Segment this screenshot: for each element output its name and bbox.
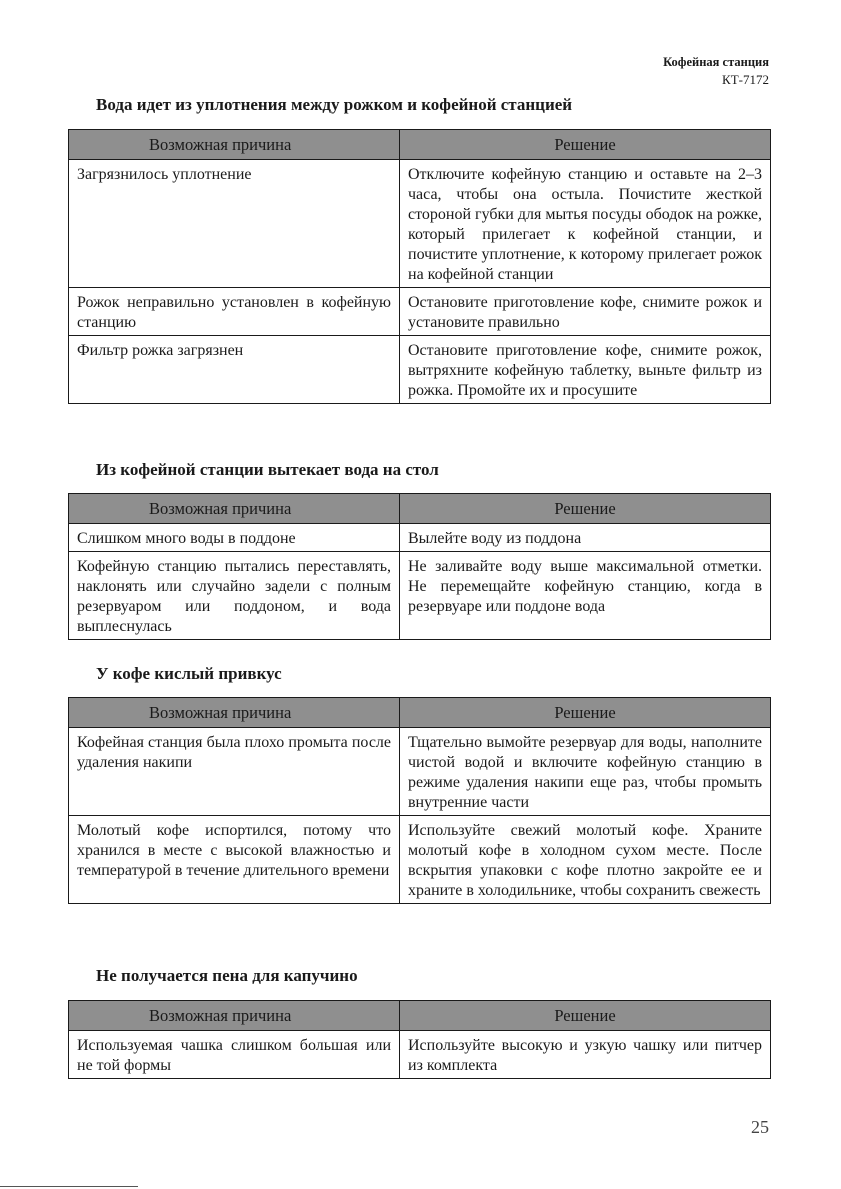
table-row (69, 1031, 771, 1079)
troubleshooting-table (68, 129, 771, 404)
table-row (69, 728, 771, 816)
column-header-cause: Возможная причина (69, 494, 400, 524)
table-row (69, 552, 771, 640)
section-title: Не получается пена для капучино (96, 966, 358, 985)
troubleshooting-table (68, 697, 771, 904)
table-row (69, 336, 771, 404)
running-header (663, 54, 769, 88)
troubleshooting-table (68, 493, 771, 640)
cause-cell: Слишком много воды в поддоне (69, 524, 400, 552)
cause-cell: Фильтр рожка загрязнен (69, 336, 400, 404)
column-header-solution: Решение (400, 698, 771, 728)
solution-cell: Отключите кофейную станцию и оставьте на 2–3 часа, чтобы она остыла. Почистите жесткой стороной губки для мытья посуды ободок на рожке, который прилегает к кофейной станции, и почистите уплотнение, к которому прилегает рожок на кофейной станции (400, 160, 771, 288)
solution-cell: Остановите приготовление кофе, снимите рожок и установите правильно (400, 288, 771, 336)
cause-cell: Кофейную станцию пытались переставлять, наклонять или случайно задели с полным резервуаром или поддоном, и вода выплеснулась (69, 552, 400, 640)
section-title: Вода идет из уплотнения между рожком и кофейной станцией (96, 95, 573, 114)
column-header-solution: Решение (400, 494, 771, 524)
table-row (69, 524, 771, 552)
troubleshooting-table (68, 1000, 771, 1079)
footer-rule (0, 1186, 138, 1187)
cause-cell: Загрязнилось уплотнение (69, 160, 400, 288)
section-title: Из кофейной станции вытекает вода на стол (96, 460, 439, 479)
solution-cell: Вылейте воду из поддона (400, 524, 771, 552)
column-header-cause: Возможная причина (69, 1001, 400, 1031)
cause-cell: Рожок неправильно установлен в кофейную станцию (69, 288, 400, 336)
column-header-solution: Решение (400, 130, 771, 160)
solution-cell: Остановите приготовление кофе, снимите рожок, вытряхните кофейную таблетку, выньте фильтр из рожка. Промойте их и просушите (400, 336, 771, 404)
solution-cell: Используйте высокую и узкую чашку или питчер из комплекта (400, 1031, 771, 1079)
solution-cell: Не заливайте воду выше максимальной отметки. Не перемещайте кофейную станцию, когда в резервуаре или поддоне вода (400, 552, 771, 640)
cause-cell: Кофейная станция была плохо промыта после удаления накипи (69, 728, 400, 816)
cause-cell: Молотый кофе испортился, потому что хранился в месте с высокой влажностью и температурой в течение длительного времени (69, 816, 400, 904)
solution-cell: Используйте свежий молотый кофе. Храните молотый кофе в холодном сухом месте. После вскрытия упаковки с кофе плотно закройте ее и храните в холодильнике, чтобы сохранить свежесть (400, 816, 771, 904)
header-model: КТ-7172 (722, 72, 769, 87)
header-title: Кофейная станция (663, 55, 769, 69)
column-header-cause: Возможная причина (69, 698, 400, 728)
table-row (69, 160, 771, 288)
cause-cell: Используемая чашка слишком большая или не той формы (69, 1031, 400, 1079)
table-row (69, 288, 771, 336)
table-row (69, 816, 771, 904)
page-number: 25 (751, 1117, 769, 1137)
column-header-cause: Возможная причина (69, 130, 400, 160)
section-title: У кофе кислый привкус (96, 664, 282, 683)
solution-cell: Тщательно вымойте резервуар для воды, наполните чистой водой и включите кофейную станцию в режиме удаления накипи еще раз, чтобы промыть внутренние части (400, 728, 771, 816)
column-header-solution: Решение (400, 1001, 771, 1031)
